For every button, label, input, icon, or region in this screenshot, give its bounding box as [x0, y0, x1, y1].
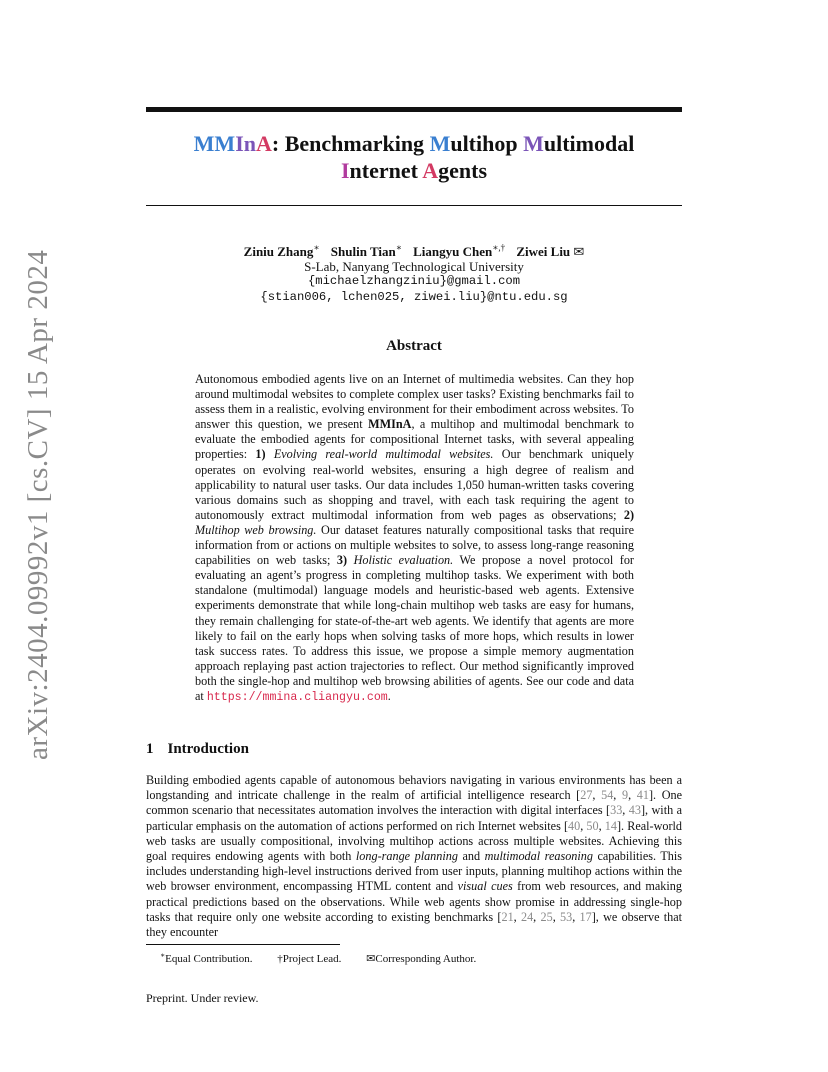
abstract-italic: Multihop web browsing. [195, 522, 317, 537]
abstract-text: We propose a novel protocol for evaluating an agent’s progress in completing multihop tasks. We experiment with both standalone (multimodal) language models and heuristic-based web agents. Extensive experiments demonstrate that while long-chain multihop web tasks are easy for humans, they remain challenging for state-of-the-art web agents. We identify that agents are more likely to fail on the early hops when solving tasks of more hops, which results in lower task success rates. To address this issue, we propose a simple memory augmentation approach replaying past action trajectories to reflect. Our method significantly improved both the single-hop and multihop web browsing abilities of agents. See our code and data at [195, 553, 634, 703]
title-text: nternet [349, 158, 423, 183]
title-letter: A [422, 158, 439, 183]
email-line: {stian006, lchen025, ziwei.liu}@ntu.edu.sg [260, 290, 568, 304]
intro-text: ], with a particular emphasis on the automation of actions performed on rich Internet websites [ [146, 803, 683, 833]
title-rule-bottom [146, 205, 682, 206]
abstract-text: . [387, 688, 391, 703]
author [516, 244, 584, 259]
envelope-icon: ✉ [573, 244, 585, 260]
author [331, 244, 402, 259]
affiliation: S-Lab, Nanyang Technological University [304, 259, 524, 274]
abstract-heading: Abstract [386, 338, 442, 354]
author-mark: ∗ [313, 243, 320, 253]
footnote-text: Equal Contribution. [165, 952, 253, 965]
footnote [160, 950, 498, 965]
abstract-bold: MMInA [368, 417, 412, 432]
section-title: Introduction [167, 741, 249, 757]
abstract-italic: Holistic evaluation. [353, 553, 454, 568]
citation-link[interactable]: 27 [580, 788, 593, 803]
abstract-bold: 2) [623, 507, 634, 522]
intro-text: ], we observe that they encounter [146, 909, 683, 940]
intro-text: and [457, 849, 485, 864]
title-text: ultihop [450, 131, 524, 156]
intro-text: from web resources, and making practical predictions based on the observations. While web agents show promise in addressing single-hop tasks that require only one website according to existing benchmarks [ [146, 879, 682, 924]
intro-text: capabilities. This includes understanding high-level instructions derived from user inputs, planning multihop actions within the web browser environment, encompassing HTML content and [146, 849, 682, 894]
intro-italic: long-range planning [355, 849, 458, 864]
author [244, 244, 320, 259]
citation-link[interactable]: 25 [540, 909, 553, 924]
intro-italic: visual cues [457, 879, 513, 894]
footnote-lead: †Project Lead. [277, 952, 342, 965]
abstract-italic: Evolving real-world multimodal websites. [273, 447, 494, 462]
title-letter: A [255, 131, 272, 156]
citation-link[interactable]: 21 [501, 909, 514, 924]
title-letter: I [340, 158, 350, 183]
title-text: : Benchmarking [271, 131, 430, 156]
author [413, 244, 505, 259]
email-line: {michaelzhangziniu}@gmail.com [307, 274, 521, 288]
intro-text: Building embodied agents capable of autonomous behaviors navigating in various environments has been a longstanding and intricate challenge in the realm of artificial intelligence research [ [146, 773, 682, 803]
citation-link[interactable]: 54 [601, 788, 614, 803]
abstract-text: , a multihop and multimodal benchmark to evaluate the embodied agents for compositional Internet tasks, with several appealing properties: [195, 417, 634, 462]
citation-link[interactable]: 24 [520, 909, 534, 924]
abstract-body [195, 372, 634, 705]
intro-text: ]. Real-world web tasks are usually compositional, involving multihop actions across multiple websites. Achieving this goal requires endowing agents with both [146, 818, 683, 864]
title-letter: M [523, 131, 544, 156]
paper-title [146, 130, 682, 184]
author-name: Liangyu Chen [413, 244, 493, 260]
citation-link[interactable]: 17 [579, 909, 592, 924]
footnote-mark: ∗ [160, 950, 166, 959]
preprint-note: Preprint. Under review. [146, 991, 259, 1005]
code-link[interactable]: https://mmina.cliangyu.com [206, 690, 388, 704]
citation-link[interactable]: 53 [560, 909, 573, 924]
citation-link[interactable]: 43 [628, 803, 641, 818]
footnote-corresponding: ✉Corresponding Author. [366, 952, 477, 965]
intro-italic: multimodal reasoning [484, 849, 593, 864]
arxiv-stamp: arXiv:2404.09992v1 [cs.CV] 15 Apr 2024 [22, 249, 54, 760]
abstract-text: Autonomous embodied agents live on an Internet of multimedia websites. Can they hop around multimodal websites to complete complex user tasks? Existing benchmarks fail to assess them in a realistic, evolving environment for their embodiment across websites. To answer this question, we present [195, 372, 634, 432]
abstract-text: Our dataset features naturally compositional tasks that require information from or actions on multiple websites to solve, to assess long-range reasoning capabilities on web tasks; [195, 522, 634, 568]
title-letter: M [214, 131, 236, 156]
author-name: Ziwei Liu [516, 244, 571, 260]
abstract-bold: 3) [336, 553, 348, 568]
footnote-equal [160, 950, 253, 965]
footnote-rule [146, 944, 340, 945]
abstract-bold: 1) [255, 447, 266, 462]
author-name: Ziniu Zhang [243, 244, 314, 260]
citation-link[interactable]: 33 [610, 803, 623, 818]
author-mark: ∗ [395, 243, 402, 253]
author-name: Shulin Tian [330, 244, 396, 260]
title-rule-top [146, 107, 682, 112]
title-letter: M [429, 131, 451, 156]
citation-link[interactable]: 40 [568, 818, 581, 833]
citation-link[interactable]: 9 [621, 788, 629, 803]
title-text: gents [438, 158, 488, 183]
citation-link[interactable]: 41 [636, 788, 649, 803]
intro-text: ]. One common scenario that necessitates automation involves the interaction with digital interfaces [ [146, 788, 683, 818]
title-letter: M [193, 131, 215, 156]
introduction-body: Building embodied agents capable of autonomous behaviors navigating in various environments has been a longstanding and intricate challenge in the realm of artificial intelligence research [27, 54, 9, 41]. One common scenario that necessitates automation involves the interaction with digital interfaces [33, 43], with a particular emphasis on the automation of actions performed on rich Internet websites [40, 50, 14]. Real-world web tasks are usually compositional, involving multihop actions across multiple websites. Achieving this goal requires endowing agents with both long-range planning and multimodal reasoning capabilities. This includes understanding high-level instructions derived from user inputs, planning multihop actions within the web browser environment, encompassing HTML content and visual cues from web resources, and making practical predictions based on the observations. While web agents show promise in addressing single-hop tasks that require only one website according to existing benchmarks [21, 24, 25, 53, 17], we observe that they encounter [146, 773, 683, 940]
title-text: ultimodal [543, 131, 635, 156]
abstract-text: Our benchmark uniquely operates on evolving real-world websites, ensuring a high degree of realism and applicability to natural user tasks. Our data includes 1,050 human-written tasks covering various domains such as shopping and travel, with each task requiring the agent to autonomously extract multimodal information from web pages as observations; [195, 447, 634, 522]
section-number: 1 [146, 741, 154, 757]
author-mark: ∗,† [492, 243, 506, 253]
section-heading [146, 741, 249, 758]
citation-link[interactable]: 14 [604, 818, 617, 833]
citation-link[interactable]: 50 [586, 818, 599, 833]
title-letter: In [235, 131, 256, 156]
author-list [146, 243, 682, 260]
